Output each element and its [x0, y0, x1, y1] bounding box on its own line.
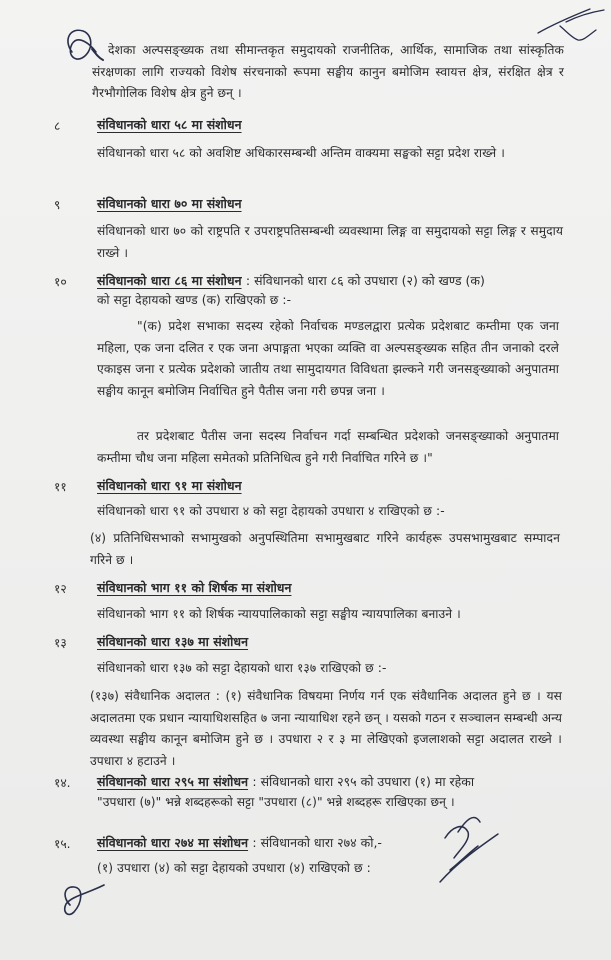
- section-number: १५.: [54, 837, 71, 851]
- section-heading-text: संविधानको धारा ८६ मा संशोधन: [97, 273, 242, 288]
- section-heading-text: संविधानको धारा ९१ मा संशोधन: [97, 478, 242, 493]
- section-heading-text: संविधानको धारा १३७ मा संशोधन: [97, 634, 249, 649]
- signature-top-right: [538, 9, 604, 40]
- section-heading: [97, 195, 242, 212]
- section-heading-rest: : संविधानको धारा २९५ को उपधारा (१) मा रहेका: [252, 774, 475, 789]
- section-heading-rest: : संविधानको धारा ८६ को उपधारा (२) को खण्ड (क): [245, 273, 485, 288]
- section-heading: [97, 773, 567, 790]
- section-number: १०: [54, 275, 67, 289]
- section-number: १२: [54, 582, 67, 596]
- section-heading-text: संविधानको भाग ११ को शिर्षक मा संशोधन: [97, 580, 292, 595]
- intro-paragraph: देशका अल्पसङ्ख्यक तथा सीमान्तकृत समुदायको राजनीतिक, आर्थिक, सामाजिक तथा सांस्कृतिक संरक्षणका लागि राज्यको विशेष संरचनाको रूपमा सङ्घीय कानुन बमोजिम स्वायत्त क्षेत्र, संरक्षित क्षेत्र र गैरभौगोलिक विशेष क्षेत्र हुने छन् ।: [92, 43, 564, 100]
- section-line: "उपधारा (७)" भन्ने शब्दहरूको सट्टा "उपधारा (८)" भन्ने शब्दहरू राखिएका छन् ।: [97, 795, 455, 809]
- subsection-text: (१) उपधारा (४) को सट्टा देहायको उपधारा (४) राखिएको छ :: [97, 861, 371, 875]
- section-line: को सट्टा देहायको खण्ड (क) राखिएको छ :-: [97, 293, 292, 307]
- subsection-text: (१३७) संवैधानिक अदालत : (१) संवैधानिक विषयमा निर्णय गर्न एक संवैधानिक अदालत हुने छ । यस अदालतमा एक प्रधान न्यायाधिशसहित ७ जना न्यायाधिश रहने छन् । यसको गठन र सञ्चालन सम्बन्धी अन्य व्यवस्था सङ्घीय कानून बमोजिम हुने छ । उपधारा २ र ३ मा लेखिएको इजलाशको सट्टा अदालत राख्ने । उपधारा ४ हटाउने ।: [90, 689, 562, 768]
- section-number: १३: [54, 636, 67, 650]
- quoted-clause: "(क) प्रदेश सभाका सदस्य रहेको निर्वाचक मण्डलद्वारा प्रत्येक प्रदेशबाट कम्तीमा एक जना महिला, एक जना दलित र एक जना अपाङ्गता भएका व्यक्ति वा अल्पसङ्ख्यक सहित तीन जनाको दरले एकाइस जना र प्रत्येक प्रदेशको जातीय तथा सामुदायगत विविधता झल्कने गरी जनसङ्ख्याको अनुपातमा सङ्घीय कानून बमोजिम निर्वाचित हुने पैतीस जना गरी छपन्न जना ।: [97, 319, 559, 398]
- section-heading-text: संविधानको धारा २९५ मा संशोधन: [97, 774, 249, 789]
- section-number: ८: [54, 119, 61, 133]
- quoted-proviso: तर प्रदेशबाट पैतीस जना सदस्य निर्वाचन गर्दा सम्बन्धित प्रदेशको जनसङ्ख्याको अनुपातमा कम्तीमा चौध जना महिला समेतको प्रतिनिधित्व हुने गरी निर्वाचित गरिने छ ।": [97, 429, 559, 465]
- section-heading-rest: : संविधानको धारा २७४ को,-: [252, 835, 382, 850]
- initial-mark-bottom-left: [65, 885, 104, 914]
- subsection-text: (४) प्रतिनिधिसभाको सभामुखको अनुपस्थितिमा सभामुखबाट गरिने कार्यहरू उपसभामुखबाट सम्पादन गरिने छ ।: [90, 531, 560, 567]
- section-body: संविधानको धारा १३७ को सट्टा देहायको धारा १३७ राखिएको छ :-: [97, 661, 387, 675]
- section-number: ९: [54, 198, 61, 212]
- section-body: संविधानको धारा ९१ को उपधारा ४ को सट्टा देहायको उपधारा ४ राखिएको छ :-: [97, 504, 445, 518]
- section-number: ११: [54, 480, 67, 494]
- section-body: संविधानको धारा ७० को राष्ट्रपति र उपराष्ट्रपतिसम्बन्धी व्यवस्थामा लिङ्ग वा समुदायको सट्टा लिङ्ग र समुदाय राख्ने ।: [97, 224, 563, 260]
- section-heading: [97, 633, 248, 650]
- section-heading: [97, 477, 242, 494]
- section-body: संविधानको भाग ११ को शिर्षक न्यायपालिकाको सट्टा सङ्घीय न्यायपालिका बनाउने ।: [97, 607, 461, 621]
- section-heading: [97, 272, 563, 289]
- section-heading-text: संविधानको धारा ७० मा संशोधन: [97, 196, 242, 211]
- section-heading: [97, 579, 291, 596]
- section-heading: [97, 834, 382, 851]
- section-heading-text: संविधानको धारा ५८ मा संशोधन: [97, 117, 242, 132]
- section-heading-text: संविधानको धारा २७४ मा संशोधन: [97, 835, 249, 850]
- section-number: १४.: [54, 776, 71, 790]
- section-heading: [97, 116, 242, 133]
- section-body: संविधानको धारा ५८ को अवशिष्ट अधिकारसम्बन्धी अन्तिम वाक्यमा सङ्घको सट्टा प्रदेश राख्ने ।: [97, 146, 505, 160]
